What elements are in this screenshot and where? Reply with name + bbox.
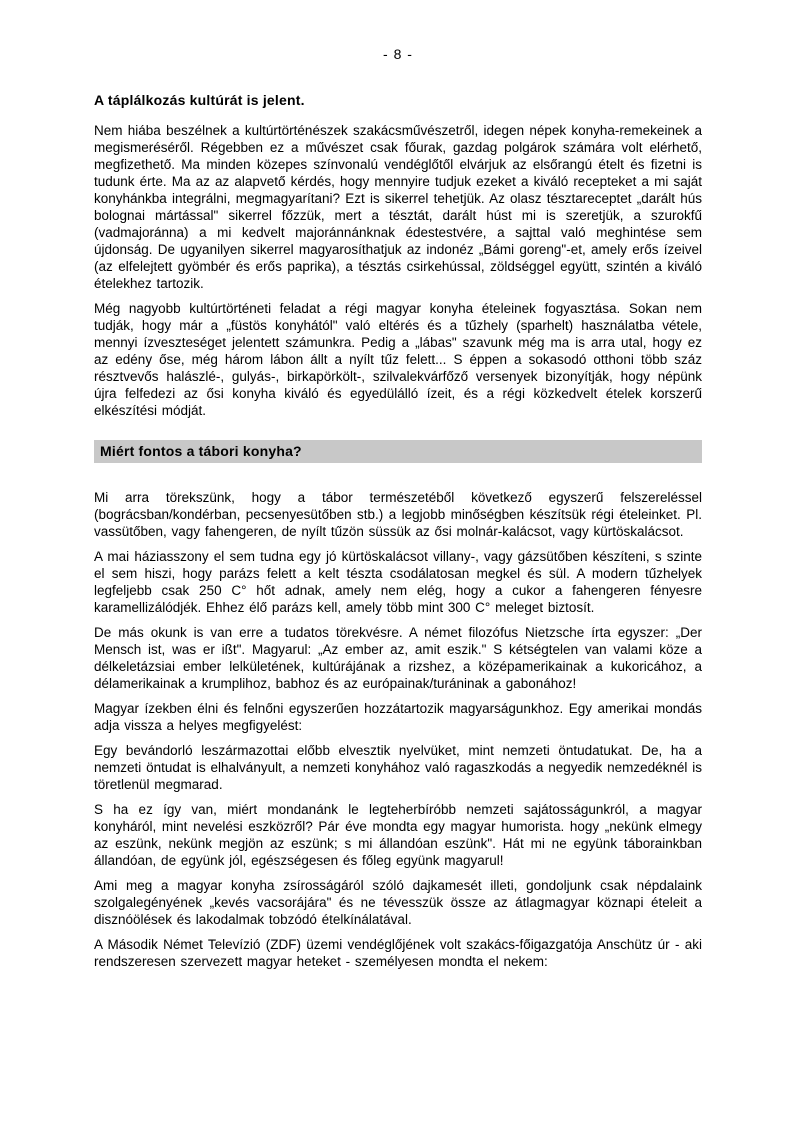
paragraph: Magyar ízekben élni és felnőni egyszerűen hozzátartozik magyarságunkhoz. Egy amerikai mondás adja vissza a helyes megfigyelést: <box>94 701 702 733</box>
paragraph: Még nagyobb kultúrtörténeti feladat a régi magyar konyha ételeinek fogyasztása. Sokan nem tudják, hogy már a „füstös konyhától" való eltérés és a tűzhely (sparhelt) használatba vétele, mennyi ízveszteséget jelentett számunkra. Pedig a „lábas" szavunk még ma is arra utal, hogy ez az edény őse, még három lábon állt a nyílt tűz felett... S éppen a sokasodó otthoni több száz résztvevős halászlé-, gulyás-, birkapörkölt-, szilvalekvárfőző versenyek bizonyítják, hogy népünk újra felfedezi az ősi konyha kiváló és egyedülálló ízeit, és a régi közkedvelt ételek korszerű elkészítési módját. <box>94 301 702 418</box>
paragraph: Ami meg a magyar konyha zsírosságáról szóló dajkamesét illeti, gondoljunk csak népdalaink szolgalegényének „kevés vacsorájára" és ne tévesszük össze az átlagmagyar köznapi ételeit a disznóölések és lakodalmak tobzódó ételkínálatával. <box>94 878 702 927</box>
paragraph: A mai háziasszony el sem tudna egy jó kürtöskalácsot villany-, vagy gázsütőben készíteni, s szinte el sem hiszi, hogy parázs felett a kelt tészta csodálatosan megkel és sül. A modern tűzhelyek legfeljebb csak 250 C° hőt adnak, amely nem elég, hogy a cukor a fahengeren fényesre karamellizálódjék. Ehhez élő parázs kell, amely több mint 300 C° meleget biztosít. <box>94 549 702 615</box>
paragraph: De más okunk is van erre a tudatos törekvésre. A német filozófus Nietzsche írta egyszer: „Der Mensch ist, was er ißt". Magyarul: „Az ember az, amit eszik." S kétségtelen van valami köze a délkeletázsiai ember lelkületének, kultúrájának a rizshez, a középamerikainak a kukoricához, a délamerikainak a krumplihoz, babhoz és az európainak/turáninak a gabonához! <box>94 625 702 691</box>
page-number: - 8 - <box>383 46 413 62</box>
paragraph: Nem hiába beszélnek a kultúrtörténészek szakácsművészetről, idegen népek konyha-remekeinek a megismeréséről. Régebben ez a művészet csak főurak, gazdag polgárok számára volt elérhető, megfizethető. Ma minden közepes színvonalú vendéglőtől elvárjuk az elsőrangú ételt és fizetni is tudunk érte. Ma az az alapvető kérdés, hogy mennyire tudjuk ezeket a kiváló recepteket a mi saját konyhánkba integrálni, megmagyarítani? Ezt is sikerrel tehetjük. Az olasz tésztareceptet „darált hús bolognai mártással" sikerrel főzzük, mert a tésztát, darált húst mi is szeretjük, a szurokfű (vadmajoránna) a mi kedvelt majoránnánknak édestestvére, a sajttal való meghintése sem újdonság. De ugyanilyen sikerrel magyarosíthatjuk az indonéz „Bámi goreng"-et, amely erős ízeivel (az elfelejtett gyömbér és erős paprika), a tésztás csirkehússal, zöldséggel együtt, szintén a kiváló ételekhez tartozik. <box>94 123 702 291</box>
text-column <box>94 0 702 970</box>
paragraph: Mi arra törekszünk, hogy a tábor természetéből következő egyszerű felszereléssel (bográcsban/kondérban, pecsenyesütőben stb.) a legjobb minőségben készítsük régi ételeinket. Pl. vassütőben, vagy fahengeren, de nyílt tűzön süssük az ősi molnár-kalácsot, vagy kürtöskalácsot. <box>94 490 702 539</box>
paragraph: Egy bevándorló leszármazottai előbb elvesztik nyelvüket, mint nemzeti öntudatukat. De, ha a nemzeti öntudat is elhalványult, a nemzeti konyhához való ragaszkodás a negyedik nemzedéknél is töretlenül megmarad. <box>94 743 702 792</box>
section-heading-camp-kitchen-bar: Miért fontos a tábori konyha? <box>94 440 702 463</box>
paragraph: A Második Német Televízió (ZDF) üzemi vendéglőjének volt szakács-főigazgatója Anschütz úr - aki rendszeresen szervezett magyar heteket - személyesen mondta el nekem: <box>94 937 702 969</box>
section-heading-nutrition-culture: A táplálkozás kultúrát is jelent. <box>94 92 305 108</box>
paragraph: S ha ez így van, miért mondanánk le legteherbíróbb nemzeti sajátosságunkról, a magyar konyháról, mint nevelési eszközről? Pár éve mondta egy magyar humorista. hogy „nekünk elmegy az eszünk, nekünk megjön az eszünk; s mi állandóan eszünk". Hát mi ne együnk táborainkban állandóan, de együnk jól, egészségesen és főleg együnk magyarul! <box>94 802 702 868</box>
